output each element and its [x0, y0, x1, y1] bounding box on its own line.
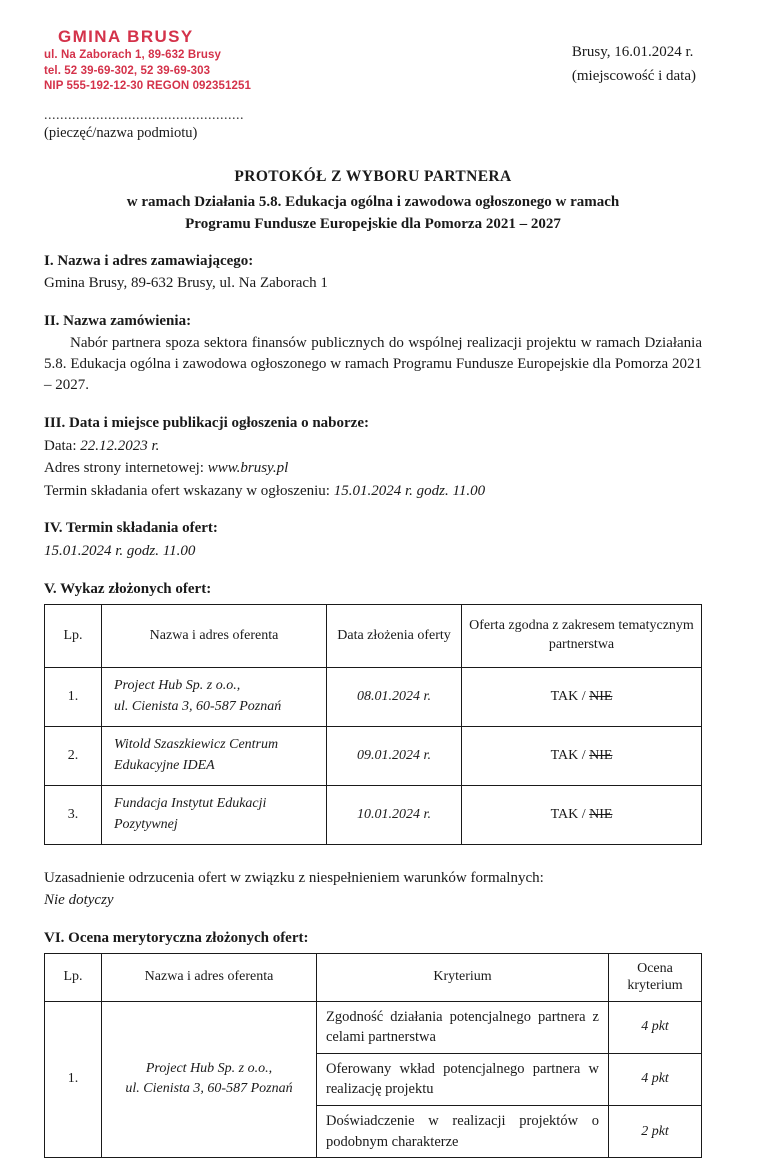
rejection-note-line2: Nie dotyczy	[44, 892, 114, 909]
offer-compliance	[462, 726, 702, 785]
offer-compliance-yes: TAK	[550, 688, 579, 704]
page-title: PROTOKÓŁ Z WYBORU PARTNERA	[234, 167, 512, 185]
table-row	[45, 726, 702, 785]
merit-name	[102, 1001, 317, 1157]
publication-url-label: Adres strony internetowej:	[44, 460, 208, 477]
merit-score: 4 pkt	[609, 1001, 702, 1053]
offer-compliance-yes: TAK	[550, 806, 579, 822]
section-2-heading: II. Nazwa zamówienia:	[44, 312, 192, 329]
publication-deadline-row	[44, 480, 702, 503]
page-subtitle-line2: Programu Fundusze Europejskie dla Pomorza 2021 – 2027	[185, 215, 561, 232]
table-row	[45, 1001, 702, 1053]
offers-th-compliance: Oferta zgodna z zakresem tematycznym partnerstwa	[462, 604, 702, 667]
publication-date-row	[44, 435, 702, 458]
offer-lp: 2.	[45, 726, 102, 785]
place-date: Brusy, 16.01.2024 r.	[571, 44, 694, 60]
offer-lp: 1.	[45, 667, 102, 726]
offer-compliance-no: NIE	[589, 688, 613, 704]
stamp-nip-regon: NIP 555-192-12-30 REGON 092351251	[44, 79, 252, 92]
page-subtitle-line1: w ramach Działania 5.8. Edukacja ogólna i zawodowa ogłoszonego w ramach	[126, 193, 620, 210]
merit-th-criterion: Kryterium	[317, 953, 609, 1001]
stamp-address: ul. Na Zaborach 1, 89-632 Brusy	[44, 49, 221, 62]
stamp-title: GMINA BRUSY	[58, 27, 194, 46]
section-4-body: 15.01.2024 r. godz. 11.00	[44, 543, 196, 560]
stamp-dotted-line: ..................................................	[44, 107, 244, 123]
offer-name-line2: Pozytywnej	[114, 816, 178, 832]
stamp-caption: (pieczęć/nazwa podmiotu)	[44, 124, 198, 141]
section-6-heading: VI. Ocena merytoryczna złożonych ofert:	[44, 929, 309, 946]
table-row	[45, 667, 702, 726]
offer-compliance	[462, 667, 702, 726]
table-row	[45, 785, 702, 844]
organization-stamp	[44, 26, 251, 94]
merit-criterion: Doświadczenie w realizacji projektów o podobnym charakterze	[317, 1105, 609, 1157]
section-2-body: Nabór partnera spoza sektora finansów publicznych do wspólnej realizacji projektu w ramach Działania 5.8. Edukacja ogólna i zawodowa ogłoszonego w ramach Programu Fundusze Europejskie dla Pomorza 2021 – 2027.	[44, 334, 702, 394]
merit-th-name: Nazwa i adres oferenta	[102, 953, 317, 1001]
merit-criterion: Zgodność działania potencjalnego partnera z celami partnerstwa	[317, 1001, 609, 1053]
section-1-heading: I. Nazwa i adres zamawiającego:	[44, 253, 254, 270]
offer-compliance-no: NIE	[589, 806, 613, 822]
offer-compliance-sep: /	[578, 806, 590, 822]
place-date-caption: (miejscowość i data)	[571, 68, 696, 84]
page-subtitle	[44, 192, 702, 236]
merit-score: 4 pkt	[609, 1053, 702, 1105]
offers-th-lp: Lp.	[45, 604, 102, 667]
offer-compliance-no: NIE	[589, 747, 613, 763]
offer-date: 10.01.2024 r.	[327, 785, 462, 844]
section-3-heading: III. Data i miejsce publikacji ogłoszenia o naborze:	[44, 414, 369, 431]
offer-name	[102, 726, 327, 785]
merit-name-line2: ul. Cienista 3, 60-587 Poznań	[125, 1081, 293, 1097]
offer-lp: 3.	[45, 785, 102, 844]
place-date-block	[572, 26, 702, 88]
merit-lp: 1.	[45, 1001, 102, 1157]
offer-name-line1: Project Hub Sp. z o.o.,	[114, 678, 241, 694]
merit-name-line1: Project Hub Sp. z o.o.,	[145, 1061, 273, 1077]
offer-name	[102, 667, 327, 726]
table-header-row	[45, 604, 702, 667]
offers-th-name: Nazwa i adres oferenta	[102, 604, 327, 667]
table-header-row	[45, 953, 702, 1001]
publication-date-label: Data:	[44, 437, 81, 454]
publication-deadline-label: Termin składania ofert wskazany w ogłoszeniu:	[44, 482, 334, 499]
section-5-heading: V. Wykaz złożonych ofert:	[44, 580, 212, 597]
stamp-phone: tel. 52 39-69-302, 52 39-69-303	[44, 64, 211, 77]
rejection-note	[44, 867, 702, 912]
publication-date-value: 22.12.2023 r.	[80, 437, 160, 454]
offer-name-line2: Edukacyjne IDEA	[114, 757, 215, 773]
merit-th-score: Ocena kryterium	[609, 953, 702, 1001]
document-header	[44, 26, 702, 94]
publication-deadline-value: 15.01.2024 r. godz. 11.00	[333, 482, 486, 499]
offer-name	[102, 785, 327, 844]
offer-name-line1: Fundacja Instytut Edukacji	[114, 796, 267, 812]
merit-th-lp: Lp.	[45, 953, 102, 1001]
offer-compliance	[462, 785, 702, 844]
section-4-heading: IV. Termin składania ofert:	[44, 520, 218, 537]
publication-url-value: www.brusy.pl	[207, 460, 289, 477]
offer-compliance-sep: /	[578, 747, 590, 763]
rejection-note-line1: Uzasadnienie odrzucenia ofert w związku z niespełnieniem warunków formalnych:	[44, 869, 544, 886]
offer-date: 08.01.2024 r.	[327, 667, 462, 726]
offers-table	[44, 604, 702, 845]
publication-url-row	[44, 457, 702, 480]
section-1-body: Gmina Brusy, 89-632 Brusy, ul. Na Zaborach 1	[44, 275, 328, 292]
offers-th-date: Data złożenia oferty	[327, 604, 462, 667]
merit-criterion: Oferowany wkład potencjalnego partnera w realizację projektu	[317, 1053, 609, 1105]
offer-date: 09.01.2024 r.	[327, 726, 462, 785]
merit-score: 2 pkt	[609, 1105, 702, 1157]
merit-table	[44, 953, 702, 1158]
offer-name-line2: ul. Cienista 3, 60-587 Poznań	[114, 698, 282, 714]
offer-compliance-yes: TAK	[550, 747, 579, 763]
offer-compliance-sep: /	[578, 688, 590, 704]
offer-name-line1: Witold Szaszkiewicz Centrum	[114, 737, 279, 753]
